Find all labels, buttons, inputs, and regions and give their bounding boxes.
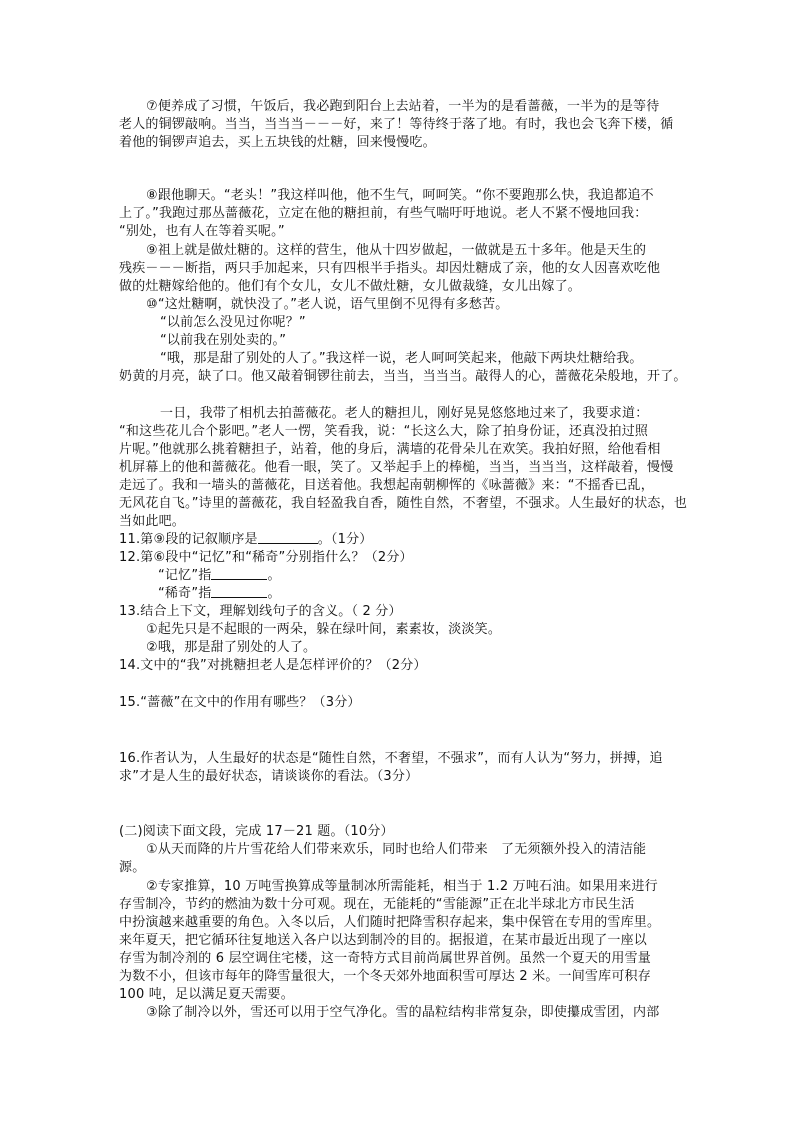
paragraph-11-line-7: 当如此吧。 [119, 514, 186, 529]
paragraph-11-line-5: 走远了。我和一墙头的蔷薇花，目送着他。我想起南朝柳恽的《咏蔷薇》来：“不摇香已乱， [119, 478, 654, 493]
paragraph-7-line-2: 老人的铜锣敲响。当当，当当当－－－好，来了！等待终于落了地。有时，我也会飞奔下楼，循 [119, 117, 674, 132]
question-13-sentence-2: ②哦，那是甜了别处的人了。 [146, 640, 317, 655]
paragraph-9-line-1: ⑨祖上就是做灶糖的。这样的营生，他从十四岁做起，一做就是五十多年。他是天生的 [146, 243, 647, 258]
passage-2-paragraph-2-line-2: 存雪制冷，节约的燃油为数十分可观。现在，无能耗的“雪能源”正在北半球北方市民生活 [119, 897, 635, 912]
passage-2-paragraph-3-line-1: ③除了制冷以外，雪还可以用于空气净化。雪的晶粒结构非常复杂，即使攥成雪团，内部 [146, 1005, 660, 1020]
passage-2-paragraph-2-line-4: 来年夏天，把它循环往复地送入各户以达到制冷的目的。据报道，在某市最近出现了一座以 [119, 933, 648, 948]
answer-blank-11[interactable] [258, 531, 318, 544]
answer-blank-12-rare[interactable] [211, 585, 267, 598]
question-12-rare [158, 585, 281, 603]
question-12-memory-end: 。 [267, 568, 281, 583]
passage-2-paragraph-2-line-6: 为数不小，但该市每年的降雪量很大，一个冬天郊外地面积雪可厚达 2 米。一间雪库可积存 [119, 969, 651, 984]
question-13-sentence-1: ①起先只是不起眼的一两朵，躲在绿叶间，素素妆，淡淡笑。 [146, 622, 502, 637]
question-15: 15.“蔷薇”在文中的作用有哪些？（3分） [119, 695, 361, 710]
passage-2-paragraph-2-line-3: 中扮演越来越重要的角色。入冬以后，人们随时把降雪积存起来，集中保管在专用的雪库里。 [119, 915, 661, 930]
paragraph-8-line-2: 上了。”我跑过那丛蔷薇花，立定在他的糖担前，有些气喘吁吁地说。老人不紧不慢地回我： [119, 206, 648, 221]
paragraph-10-line-1: ⑩“这灶糖啊，就快没了。”老人说，语气里倒不见得有多愁苦。 [146, 297, 509, 312]
question-12-memory-label: “记忆”指 [158, 568, 212, 583]
passage-2-paragraph-2-line-7: 100 吨，足以满足夏天需要。 [119, 987, 294, 1002]
paragraph-9-line-3: 做的灶糖嫁给他的。他们有个女儿，女儿不做灶糖，女儿做裁缝，女儿出嫁了。 [119, 279, 582, 294]
paragraph-8-line-1: ⑧跟他聊天。“老头！”我这样叫他，他不生气，呵呵笑。“你不要跑那么快，我追都追不 [146, 188, 654, 203]
question-12: 12.第⑥段中“记忆”和“稀奇”分别指什么？（2分） [119, 550, 413, 565]
answer-blank-12-memory[interactable] [211, 567, 267, 580]
question-16-line-1: 16.作者认为，人生最好的状态是“随性自然，不奢望，不强求”，而有人认为“努力，拼搏，追 [119, 751, 663, 766]
paragraph-7-line-3: 着他的铜锣声追去，买上五块钱的灶糖，回来慢慢吃。 [119, 135, 436, 150]
question-12-rare-label: “稀奇”指 [158, 586, 212, 601]
paragraph-11-line-4: 机屏幕上的他和蔷薇花。他看一眼，笑了。又举起手上的棒槌，当当，当当当，这样敲着，慢慢 [119, 460, 674, 475]
paragraph-11-line-3: 片呢。”他就那么挑着糖担子，站着，他的身后，满墙的花骨朵儿在欢笑。我拍好照，给他看相 [119, 442, 661, 457]
question-12-rare-end: 。 [267, 586, 281, 601]
question-13: 13.结合上下文，理解划线句子的含义。（ 2 分） [119, 604, 402, 619]
question-11-score: 。（1分） [317, 532, 373, 547]
dialogue-line-1: “以前怎么没见过你呢？” [160, 315, 306, 330]
question-11-text: 11.第⑨段的记叙顺序是 [119, 532, 258, 547]
question-14: 14.文中的“我”对挑糖担老人是怎样评价的？（2分） [119, 658, 427, 673]
passage-2-paragraph-1-line-2: 源。 [119, 860, 146, 875]
passage-2-paragraph-2-line-1: ②专家推算，10 万吨雪换算成等量制冰所需能耗，相当于 1.2 万吨石油。如果用来进行 [146, 879, 658, 894]
passage-2-paragraph-2-line-5: 存雪为制冷剂的 6 层空调住宅楼，这一奇特方式目前尚属世界首例。虽然一个夏天的用雪量 [119, 951, 651, 966]
paragraph-10-line-5: 奶黄的月亮，缺了口。他又敲着铜锣往前去，当当，当当当。敲得人的心，蔷薇花朵般地，开了。 [119, 369, 687, 384]
paragraph-9-line-2: 残疾－－－断指，两只手加起来，只有四根半手指头。却因灶糖成了亲，他的女人因喜欢吃他 [119, 261, 661, 276]
dialogue-line-2: “以前我在别处卖的。” [160, 333, 287, 348]
paragraph-11-line-2: “和这些花儿合个影吧。”老人一愣，笑看我，说：“长这么大，除了拍身份证，还真没拍过照 [119, 424, 649, 439]
dialogue-line-3: “哦，那是甜了别处的人了。”我这样一说，老人呵呵笑起来，他敲下两块灶糖给我。 [160, 351, 643, 366]
paragraph-11-line-6: 无风花自飞。”诗里的蔷薇花，我自轻盈我自香，随性自然，不奢望，不强求。人生最好的状态，也 [119, 496, 688, 511]
paragraph-7-line-1: ⑦便养成了习惯，午饭后，我必跑到阳台上去站着，一半为的是看蔷薇，一半为的是等待 [146, 99, 660, 114]
question-11 [119, 531, 373, 549]
question-16-line-2: 求”才是人生的最好状态，请谈谈你的看法。（3分） [119, 769, 419, 784]
paragraph-11-line-1: 一日，我带了相机去拍蔷薇花。老人的糖担儿，刚好晃晃悠悠地过来了，我要求道： [160, 406, 649, 421]
section-2-heading: (二)阅读下面文段，完成 17－21 题。（10分） [119, 824, 394, 839]
question-12-memory [158, 567, 281, 585]
passage-2-paragraph-1-line-1: ①从天而降的片片雪花给人们带来欢乐，同时也给人们带来 了无须额外投入的清洁能 [146, 842, 647, 857]
paragraph-8-line-3: “别处，也有人在等着买呢。” [119, 224, 285, 239]
